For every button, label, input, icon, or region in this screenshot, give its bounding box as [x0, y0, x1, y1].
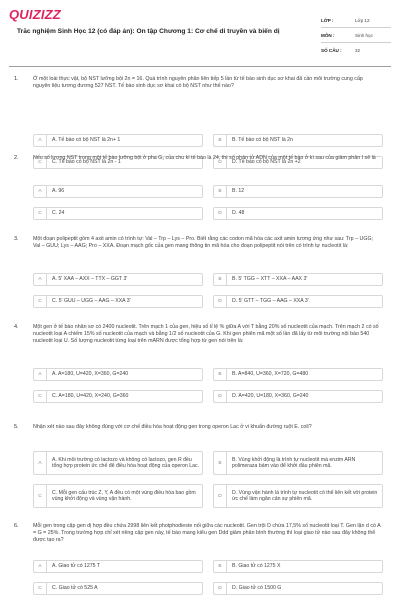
option-d[interactable]: [213, 484, 383, 508]
question-text: Nhận xét nào sau đây không đúng với cơ chế điều hòa hoạt động gen trong operon Lac ở vi khuẩn đường ruột E. coli?: [33, 424, 312, 430]
question-number: 2.: [14, 155, 19, 161]
question-number: 4.: [14, 324, 19, 330]
option-text: C. Tế bào có bộ NST là 2n - 1: [52, 159, 121, 166]
option-key: D: [214, 157, 227, 168]
option-text: C. Giao tử có 525 A: [52, 585, 98, 592]
option-text: B. A=840, U=360, X=720, G=480: [232, 371, 309, 378]
option-text: B. Vùng khởi động là trình tự nucleotit mà enzim ARN polimeraza bám vào để khởi đầu phiên mã.: [232, 456, 356, 469]
option-text: D. 48: [232, 210, 245, 217]
question-text: Ở một loài thực vật, bộ NST lưỡng bội 2n = 16. Quá trình nguyên phân liên tiếp 5 lần từ tế bào sinh dục sơ khai đã cần môi trường cung cấp nguyên liệu tương đương 527 NST. Tế bào sinh dục sơ khai có bộ NST như thế nào?: [33, 76, 363, 90]
option-key: B: [214, 135, 227, 146]
option-key: A: [34, 135, 47, 146]
option-a[interactable]: [33, 134, 203, 147]
worksheet-meta: [321, 13, 391, 57]
option-b[interactable]: [213, 368, 383, 381]
option-a[interactable]: [33, 368, 203, 381]
option-key: D: [214, 208, 227, 219]
option-d[interactable]: [213, 582, 383, 595]
option-key: D: [214, 391, 227, 402]
option-text: A. 5' XAA – AXX – TTX – GGT 3': [52, 276, 128, 283]
question-number: 1.: [14, 76, 19, 82]
option-c[interactable]: [33, 207, 203, 220]
option-key: C: [34, 583, 47, 594]
option-c[interactable]: [33, 390, 203, 403]
option-key: D: [214, 296, 227, 307]
option-text: A. Tế bào có bộ NST là 2n+ 1: [52, 137, 121, 144]
option-text: C. A=180, U=420, X=240, G=360: [52, 393, 129, 400]
option-text: D. Vùng vận hành là trình tự nucleotit có thể liên kết với protein ức chế làm ngăn cản sự phiên mã.: [232, 489, 378, 502]
option-b[interactable]: [213, 273, 383, 286]
meta-count-label: SỐ CÂU :: [321, 47, 342, 53]
option-text: A. A=180, U=420, X=360, G=240: [52, 371, 129, 378]
worksheet-title: Trắc nghiệm Sinh Học 12 (có đáp án): Ôn tập Chương 1: Cơ chế di truyền và biến dị: [17, 28, 280, 35]
option-text: B. Tế bào có bộ NST là 2n: [232, 137, 293, 144]
option-key: A: [34, 561, 47, 572]
option-b[interactable]: [213, 451, 383, 475]
meta-subject-value: Sinh học: [355, 32, 373, 38]
option-key: B: [214, 186, 227, 197]
option-text: A. Giao tử có 1275 T: [52, 563, 101, 570]
option-key: B: [214, 452, 227, 474]
meta-subject-label: MÔN :: [321, 32, 335, 38]
question-text: Nếu số lượng NST trong một tế bào lưỡng bội ở pha G₁ của chu kì tế bào là 24, thì số phân tử ADN của một tế bào ở kì sau của giảm phân I sẽ là: [33, 155, 376, 161]
quizizz-logo: QUIZIZZ: [9, 7, 61, 22]
option-key: C: [34, 485, 47, 507]
option-d[interactable]: [213, 207, 383, 220]
question-number: 6.: [14, 523, 19, 529]
option-c[interactable]: [33, 582, 203, 595]
option-text: A. Khi môi trường có lactozo và không có lactozo, gen R đều tổng hợp protein ức chế để điều hòa hoạt động của operon Lac.: [52, 456, 200, 469]
meta-count-row: [321, 43, 391, 57]
option-key: A: [34, 186, 47, 197]
option-b[interactable]: [213, 134, 383, 147]
option-d[interactable]: [213, 295, 383, 308]
question-text: Một đoạn polipeptit gồm 4 axit amin có trình tự: Val – Trp – Lys – Pro. Biết rằng các codon mã hóa các axit amin tương ứng như sau: Trp – UGG; Val – GUU; Lys – AAG; Pro – XXA. Đoạn mạch gốc của gen mang thông tin mã hóa cho đoạn polipeptit nói trên có trình tự nucleotit là:: [33, 236, 374, 250]
option-c[interactable]: [33, 295, 203, 308]
option-key: D: [214, 485, 227, 507]
option-text: D. Giao tử có 1500 G: [232, 585, 282, 592]
option-a[interactable]: [33, 451, 203, 475]
question-number: 3.: [14, 236, 19, 242]
option-text: C. Mỗi gen cấu trúc Z, Y, A đều có một vùng điều hòa bao gồm vùng khởi động và vùng vận hành.: [52, 489, 196, 502]
question-number: 5.: [14, 424, 19, 430]
option-text: D. A=420, U=180, X=360, G=240: [232, 393, 309, 400]
option-key: D: [214, 583, 227, 594]
option-key: C: [34, 296, 47, 307]
option-c[interactable]: [33, 484, 203, 508]
meta-class-label: LỚP :: [321, 17, 334, 23]
option-key: B: [214, 369, 227, 380]
option-text: B. 5' TGG – XTT – XXA – AAX 3': [232, 276, 308, 283]
option-b[interactable]: [213, 185, 383, 198]
option-a[interactable]: [33, 560, 203, 573]
meta-count-value: 32: [355, 47, 361, 53]
option-text: B. Giao tử có 1275 X: [232, 563, 281, 570]
option-key: A: [34, 369, 47, 380]
option-a[interactable]: [33, 185, 203, 198]
option-a[interactable]: [33, 273, 203, 286]
option-key: B: [214, 274, 227, 285]
option-key: C: [34, 208, 47, 219]
option-b[interactable]: [213, 560, 383, 573]
option-key: C: [34, 157, 47, 168]
question-text: Mỗi gen trong cặp gen dị hợp đều chứa 2998 liên kết photphodieste nối giữa các nucleotit. Gen trội D chứa 17,5% số nucleotit loại T. Gen lặn d có A = G = 25%. Trong trường hợp chỉ xét riêng cặp gen này, tế bào mang kiểu gen Ddd giảm phân bình thường thì loại giao tử nào sau đây không thể được tạo ra?: [33, 523, 381, 544]
meta-subject-row: [321, 28, 391, 43]
meta-class-row: [321, 13, 391, 28]
option-key: A: [34, 274, 47, 285]
option-text: A. 96: [52, 188, 65, 195]
option-key: C: [34, 391, 47, 402]
option-text: D. 5' GTT – TGG – AAG – XXA 3': [232, 298, 309, 305]
header-divider: [9, 66, 391, 67]
option-text: C. 24: [52, 210, 65, 217]
option-d[interactable]: [213, 390, 383, 403]
option-key: B: [214, 561, 227, 572]
option-key: A: [34, 452, 47, 474]
option-text: B. 12: [232, 188, 245, 195]
meta-class-value: Lớp 12: [355, 17, 370, 23]
option-text: D. Tế bào có bộ NST là 2n +2: [232, 159, 301, 166]
option-text: C. 5' GUU – UGG – AAG – XXA 3': [52, 298, 131, 305]
question-text: Một gen ở tế bào nhân sơ có 2400 nucleotit. Trên mạch 1 của gen, hiệu số tỉ lệ % giữa A với T bằng 20% số nucleotit của mạch. Trên mạch 2 có số nucleotit loại A chiếm 15% số nucleotit của mạch và bằng 1/2 số nucleotit của G. Khi gen phiên mã một số lần đã lấy từ môi trường nội bào 540 nucleotit loại U. Số lượng nucleotit từng loại trên mARN được tổng hợp từ gen nói trên là:: [33, 324, 379, 345]
